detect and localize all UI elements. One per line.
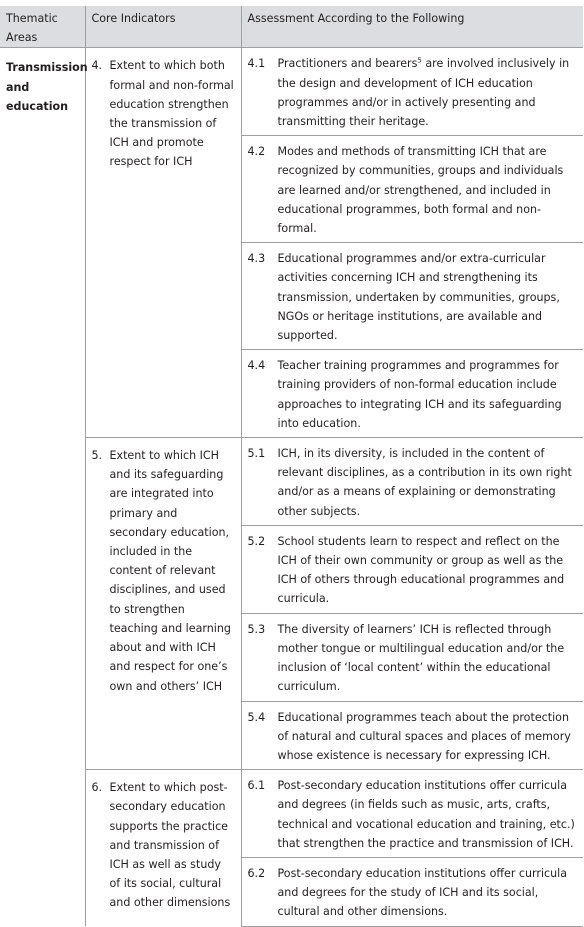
assessment-text-part: are involved inclusively in the design and development of ICH education programmes and/or in actively presenting and transmitting their heritage. (277, 57, 570, 129)
assessment-number: 5.4 (247, 710, 266, 724)
core-indicator-4 (85, 48, 241, 438)
core-indicator-5 (85, 438, 241, 770)
assessment-6-1 (241, 770, 583, 858)
table-header-row (0, 6, 583, 48)
assessment-number: 4.4 (247, 359, 266, 373)
indicator-text: Extent to which both formal and non-formal education strengthen the transmission of ICH and promote respect for ICH (109, 59, 234, 169)
header-assessment: Assessment According to the Following (241, 6, 583, 48)
table-row (0, 438, 583, 526)
assessment-text-part: Practitioners and bearers (277, 57, 418, 71)
assessment-4-1 (241, 48, 583, 136)
assessment-5-2 (241, 525, 583, 613)
header-core-indicators: Core Indicators (85, 6, 241, 48)
assessment-5-1 (241, 438, 583, 526)
assessment-number: 5.1 (247, 447, 266, 461)
assessment-4-3 (241, 243, 583, 350)
assessment-text: School students learn to respect and reflect on the ICH of their own community or group as well as the ICH of others through educational programmes and curricula. (277, 534, 565, 606)
assessment-text: Teacher training programmes and programmes for training providers of non-formal education include approaches to integrating ICH and its safeguarding into education. (277, 359, 562, 430)
assessment-5-3 (241, 613, 583, 701)
indicator-number: 4. (91, 59, 103, 73)
header-thematic-areas: Thematic Areas (0, 6, 85, 48)
indicator-text: Extent to which post-secondary education supports the practice and transmission of ICH as well as study of its social, cultural and other dimensions (109, 781, 231, 910)
footnote-marker: 5 (417, 56, 422, 65)
assessment-text: The diversity of learners’ ICH is reflected through mother tongue or multilingual education and/or the inclusion of ‘local content’ within the educational curriculum. (277, 622, 565, 694)
assessment-number: 4.2 (247, 145, 266, 159)
indicator-text: Extent to which ICH and its safeguarding are integrated into primary and secondary education, included in the content of relevant disciplines, and used to strengthen teaching and learning about and with ICH and respect for one’s own and others’ ICH (109, 449, 231, 693)
core-indicator-6 (85, 770, 241, 926)
assessment-number: 4.1 (247, 57, 266, 71)
indicator-number: 5. (91, 449, 103, 463)
table-row (0, 770, 583, 858)
indicators-table (0, 6, 583, 927)
assessment-text: Educational programmes teach about the protection of natural and cultural spaces and places of memory whose existence is necessary for expressing ICH. (277, 710, 571, 762)
assessment-text: Post-secondary education institutions offer curricula and degrees (in fields such as music, arts, crafts, technical and vocational education and training, etc.) that strengthen the practice and transmission of ICH. (277, 779, 575, 850)
assessment-text: Post-secondary education institutions offer curricula and degrees for the study of ICH and its social, cultural and other dimensions. (277, 866, 568, 919)
assessment-4-2 (241, 136, 583, 243)
assessment-text (278, 54, 580, 131)
assessment-text: ICH, in its diversity, is included in the content of relevant disciplines, as a contribution in its own right and/or as a means of explaining or demonstrating other subjects. (277, 447, 572, 518)
assessment-5-4 (241, 701, 583, 770)
thematic-area-cell: Transmission and education (0, 48, 85, 926)
assessment-text: Modes and methods of transmitting ICH that are recognized by communities, groups and individuals are learned and/or strengthened, and included in educational programmes, both formal and non-formal. (277, 145, 564, 236)
assessment-text: Educational programmes and/or extra-curricular activities concerning ICH and strengthening its transmission, undertaken by communities, groups, NGOs or heritage institutions, are available and supported. (277, 252, 560, 343)
assessment-6-2 (241, 857, 583, 926)
assessment-4-4 (241, 350, 583, 438)
assessment-number: 4.3 (247, 252, 266, 266)
assessment-number: 6.2 (247, 866, 266, 880)
assessment-number: 5.3 (247, 622, 266, 636)
table-row (0, 48, 583, 136)
table-body (0, 48, 583, 926)
assessment-number: 5.2 (247, 534, 266, 548)
assessment-number: 6.1 (247, 779, 266, 793)
indicator-number: 6. (91, 781, 103, 795)
